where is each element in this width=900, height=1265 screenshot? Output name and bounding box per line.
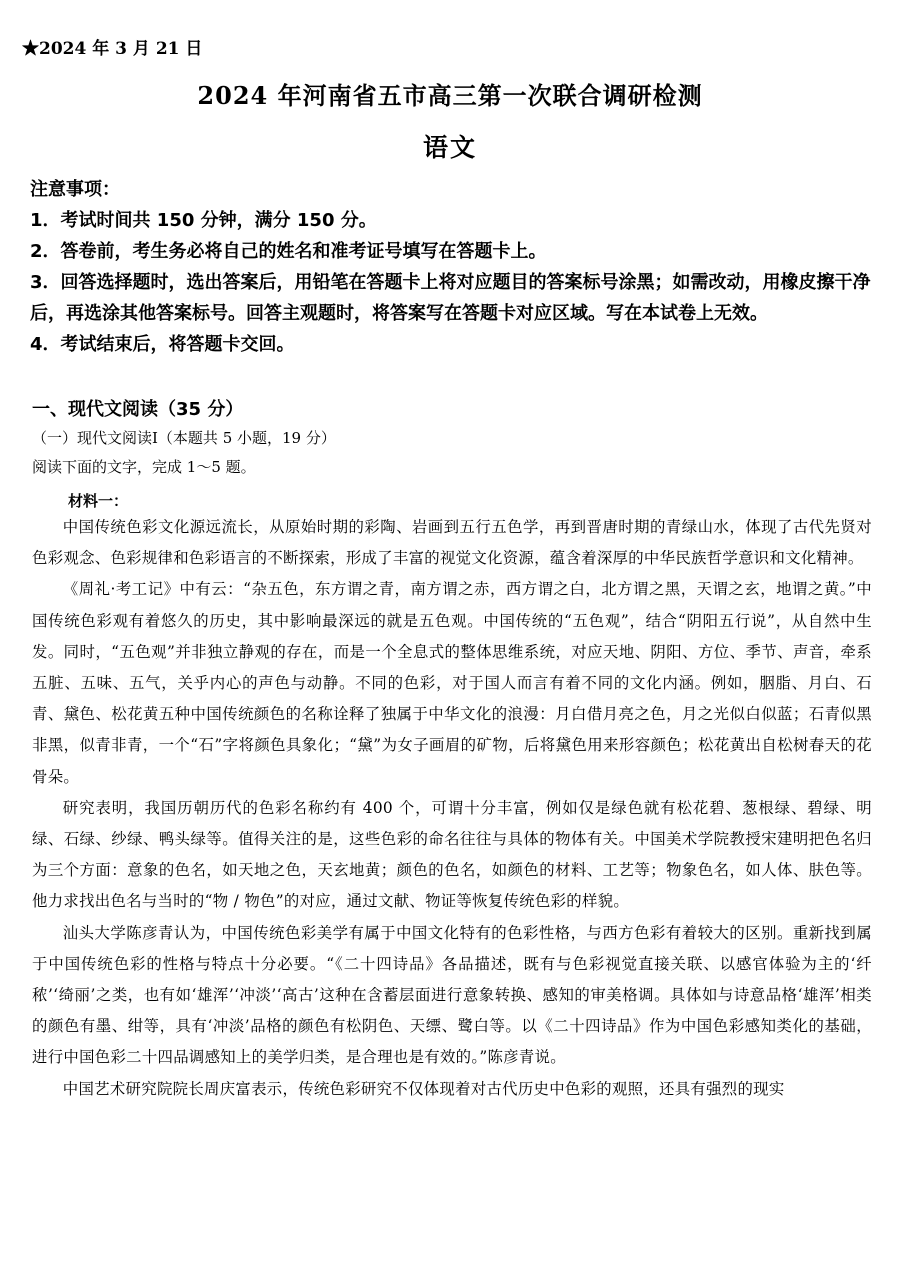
notes-item-1: 1．考试时间共 150 分钟，满分 150 分。 (30, 210, 377, 231)
passage-paragraph: 汕头大学陈彦青认为，中国传统色彩美学有属于中国文化特有的色彩性格，与西方色彩有着较大的区别。重新找到属于中国传统色彩的性格与特点十分必要。“《二十四诗品》各品描述，既有与色彩视觉直接关联、以感官体验为主的‘纤秾’‘绮丽’之类，也有如‘雄浑’‘冲淡’‘高古’这种在含蓄层面进行意象转换、感知的审美格调。具体如与诗意品格‘雄浑’相类的颜色有墨、绀等，具有‘冲淡’品格的颜色有松阴色、天缥、鹭白等。以《二十四诗品》作为中国色彩感知类化的基础，进行中国色彩二十四品调感知上的美学归类，是合理也是有效的。”陈彦青说。 (32, 923, 872, 1067)
notes-item-3: 3．回答选择题时，选出答案后，用铅笔在答题卡上将对应题目的答案标号涂黑；如需改动，用橡皮擦干净后，再选涂其他答案标号。回答主观题时，将答案写在答题卡对应区域。写在本试卷上无效。 (30, 272, 871, 324)
section-heading: 一、现代文阅读（35 分） (32, 399, 244, 420)
notes-block (30, 174, 880, 360)
passage-paragraph: 研究表明，我国历朝历代的色彩名称约有 400 个，可谓十分丰富，例如仅是绿色就有松花碧、葱根绿、碧绿、明绿、石绿、纱绿、鸭头绿等。值得关注的是，这些色彩的命名往往与具体的物体有关。中国美术学院教授宋建明把色名归为三个方面：意象的色名，如天地之色，天玄地黄；颜色的色名，如颜色的材料、工艺等；物象色名，如人体、肤色等。他力求找出色名与当时的“物 / 物色”的对应，通过文献、物证等恢复传统色彩的样貌。 (32, 798, 872, 911)
passage-paragraph: 《周礼·考工记》中有云：“杂五色，东方谓之青，南方谓之赤，西方谓之白，北方谓之黑，天谓之玄，地谓之黄。”中国传统色彩观有着悠久的历史，其中影响最深远的就是五色观。中国传统的“五色观”，结合“阴阳五行说”，从自然中生发。同时，“五色观”并非独立静观的存在，而是一个全息式的整体思维系统，对应天地、阴阳、方位、季节、声音，牵系五脏、五味、五气，关乎内心的声色与动静。不同的色彩，对于国人而言有着不同的文化内涵。例如，胭脂、月白、石青、黛色、松花黄五种中国传统颜色的名称诠释了独属于中华文化的浪漫：月白借月亮之色，月之光似白似蓝；石青似黑非黑，似青非青，一个“石”字将颜色具象化；“黛”为女子画眉的矿物，后将黛色用来形容颜色；松花黄出自松树春天的花骨朵。 (32, 580, 872, 786)
exam-date: ★2024 年 3 月 21 日 (22, 39, 203, 59)
notes-item-4: 4．考试结束后，将答题卡交回。 (30, 334, 295, 355)
reading-instruction: 阅读下面的文字，完成 1～5 题。 (32, 458, 256, 476)
material-label: 材料一： (68, 492, 129, 510)
notes-heading: 注意事项： (30, 179, 120, 200)
subject-title: 语文 (422, 133, 477, 162)
passage-paragraph: 中国传统色彩文化源远流长，从原始时期的彩陶、岩画到五行五色学，再到晋唐时期的青绿山水，体现了古代先贤对色彩观念、色彩规律和色彩语言的不断探索，形成了丰富的视觉文化资源，蕴含着深厚的中华民族哲学意识和文化精神。 (32, 518, 872, 568)
exam-title: 2024 年河南省五市高三第一次联合调研检测 (197, 81, 703, 110)
notes-item-2: 2．答卷前，考生务必将自己的姓名和准考证号填写在答题卡上。 (30, 241, 547, 262)
material-passage (32, 512, 872, 1105)
section-subheading: （一）现代文阅读Ⅰ（本题共 5 小题，19 分） (32, 429, 336, 447)
passage-paragraph: 中国艺术研究院院长周庆富表示，传统色彩研究不仅体现着对古代历史中色彩的观照，还具有强烈的现实 (62, 1079, 785, 1098)
